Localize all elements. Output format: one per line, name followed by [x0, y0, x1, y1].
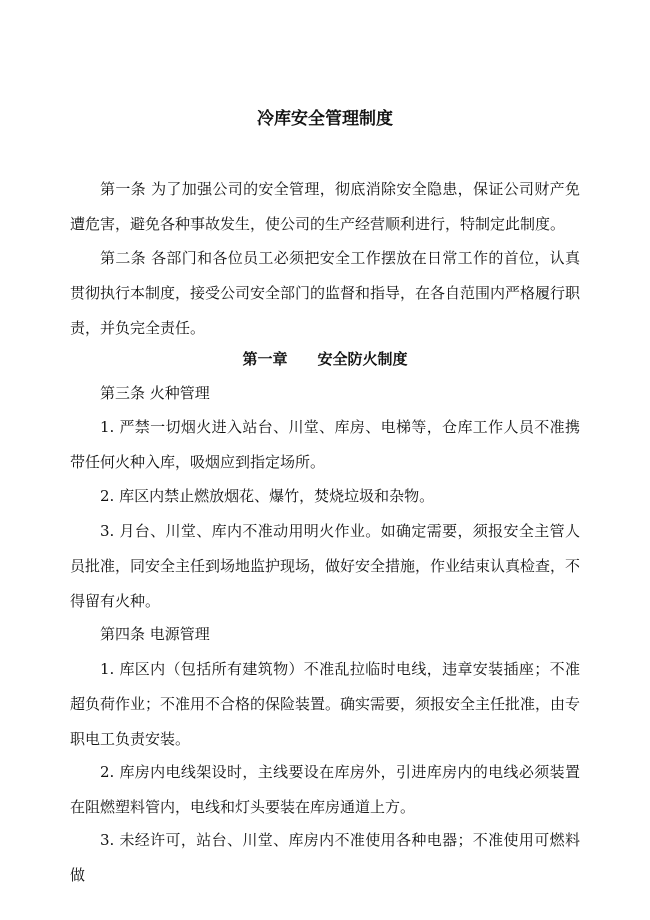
- article-2-paragraph: 第二条 各部门和各位员工必须把安全工作摆放在日常工作的首位，认真贯彻执行本制度，接受公司安全部门的监督和指导，在各自范围内严格履行职责，并负完全责任。: [70, 249, 581, 337]
- document-title: 冷库安全管理制度: [257, 109, 393, 129]
- article-4-title: 第四条 电源管理: [100, 625, 210, 643]
- article-3-item-3: 3. 月台、川堂、库内不准动用明火作业。如确定需要，须报安全主管人员批准，同安全主任到场地监护现场，做好安全措施，作业结束认真检查，不得留有火种。: [70, 522, 581, 610]
- article-3-item-1: 1. 严禁一切烟火进入站台、川堂、库房、电梯等，仓库工作人员不准携带任何火种入库，吸烟应到指定场所。: [70, 418, 580, 471]
- article-3-item-2: 2. 库区内禁止燃放烟花、爆竹，焚烧垃圾和杂物。: [100, 487, 435, 505]
- article-4-item-2: 2. 库房内电线架设时，主线要设在库房外，引进库房内的电线必须装置在阻燃塑料管内，电线和灯头要装在库房通道上方。: [70, 763, 580, 816]
- article-4-item-1: 1. 库区内（包括所有建筑物）不准乱拉临时电线，违章安装插座；不准超负荷作业；不准用不合格的保险装置。确实需要，须报安全主任批准，由专职电工负责安装。: [70, 660, 581, 748]
- article-1-paragraph: 第一条 为了加强公司的安全管理，彻底消除安全隐患，保证公司财产免遭危害，避免各种事故发生，使公司的生产经营顺利进行，特制定此制度。: [70, 180, 580, 233]
- chapter-1-heading: 第一章 安全防火制度: [242, 350, 408, 368]
- article-4-item-3: 3. 未经许可，站台、川堂、库房内不准使用各种电器；不准使用可燃料做: [70, 831, 580, 884]
- article-3-title: 第三条 火种管理: [100, 384, 210, 402]
